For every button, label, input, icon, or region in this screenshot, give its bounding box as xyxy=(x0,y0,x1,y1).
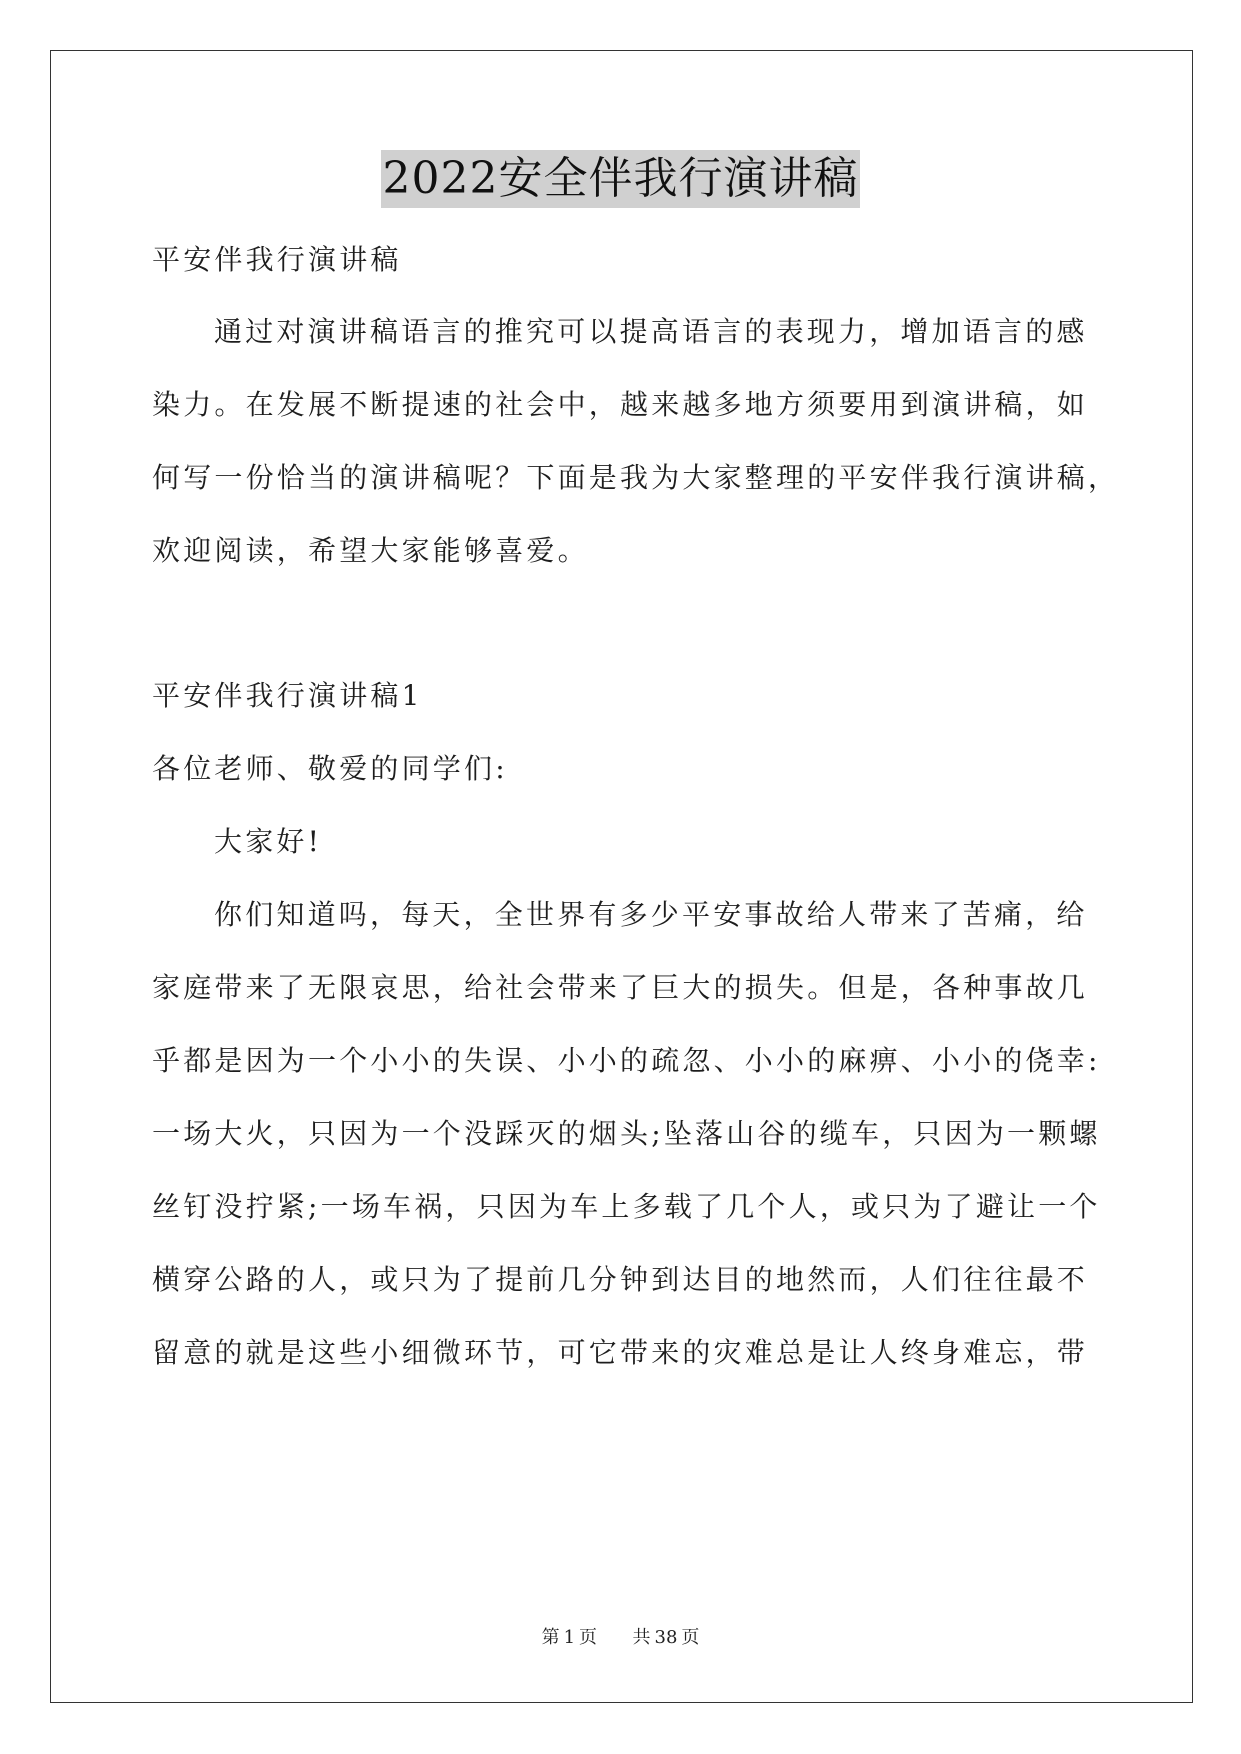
total-prefix: 共 xyxy=(632,1627,651,1648)
document-title: 2022安全伴我行演讲稿 xyxy=(381,150,861,208)
body-line: 你们知道吗，每天，全世界有多少平安事故给人带来了苦痛，给 xyxy=(214,898,1088,931)
intro-line: 染力。在发展不断提速的社会中，越来越多地方须要用到演讲稿，如 xyxy=(152,388,1089,421)
page-footer xyxy=(0,1626,1241,1650)
body-line: 乎都是因为一个小小的失误、小小的疏忽、小小的麻痹、小小的侥幸: xyxy=(152,1044,1101,1077)
intro-line: 欢迎阅读，希望大家能够喜爱。 xyxy=(152,534,589,567)
total-suffix: 页 xyxy=(681,1627,700,1648)
body-line: 丝钉没拧紧;一场车祸，只因为车上多载了几个人，或只为了避让一个 xyxy=(152,1190,1101,1223)
body-line: 家庭带来了无限哀思，给社会带来了巨大的损失。但是，各种事故几 xyxy=(152,971,1089,1004)
salutation: 各位老师、敬爱的同学们: xyxy=(152,752,508,785)
intro-line: 通过对演讲稿语言的推究可以提高语言的表现力，增加语言的感 xyxy=(214,315,1088,348)
intro-line: 何写一份恰当的演讲稿呢？下面是我为大家整理的平安伴我行演讲稿， xyxy=(152,461,1120,494)
total-pages: 38 xyxy=(654,1627,678,1648)
body-line: 一场大火，只因为一个没踩灭的烟头;坠落山谷的缆车，只因为一颗螺 xyxy=(152,1117,1101,1150)
page-suffix: 页 xyxy=(579,1627,598,1648)
subtitle: 平安伴我行演讲稿 xyxy=(152,243,402,276)
title-container xyxy=(0,150,1241,208)
section-heading: 平安伴我行演讲稿1 xyxy=(152,679,423,712)
body-line: 横穿公路的人，或只为了提前几分钟到达目的地然而，人们往往最不 xyxy=(152,1263,1089,1296)
body-line: 留意的就是这些小细微环节，可它带来的灾难总是让人终身难忘，带 xyxy=(152,1336,1089,1369)
page-border xyxy=(50,50,1193,1703)
page-number: 1 xyxy=(563,1627,576,1648)
page-prefix: 第 xyxy=(541,1627,560,1648)
greeting: 大家好! xyxy=(214,825,323,858)
